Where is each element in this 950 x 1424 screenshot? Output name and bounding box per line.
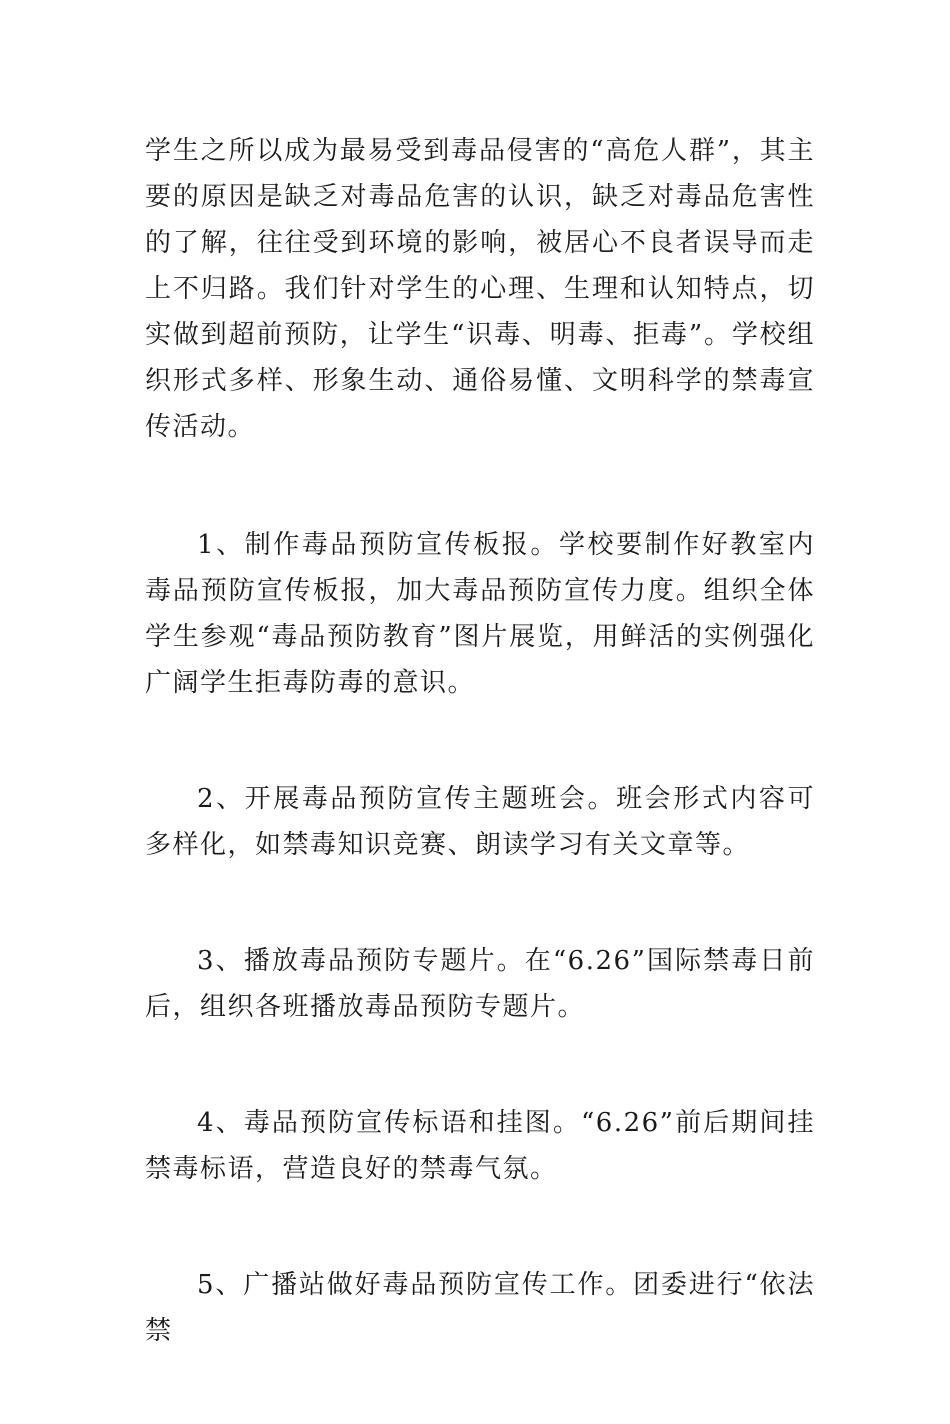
item-5-paragraph: 5、广播站做好毒品预防宣传工作。团委进行“依法禁 <box>145 1270 815 1346</box>
item-3-paragraph: 3、播放毒品预防专题片。在“6.26”国际禁毒日前后，组织各班播放毒品预防专题片。 <box>145 946 815 1022</box>
intro-paragraph: 学生之所以成为最易受到毒品侵害的“高危人群”，其主要的原因是缺乏对毒品危害的认识，缺乏对毒品危害性的了解，往往受到环境的影响，被居心不良者误导而走上不归路。我们针对学生的心理、生理和认知特点，切实做到超前预防，让学生“识毒、明毒、拒毒”。学校组织形式多样、形象生动、通俗易懂、文明科学的禁毒宣传活动。 <box>145 136 815 442</box>
item-1-paragraph: 1、制作毒品预防宣传板报。学校要制作好教室内毒品预防宣传板报，加大毒品预防宣传力度。组织全体学生参观“毒品预防教育”图片展览，用鲜活的实例强化广阔学生拒毒防毒的意识。 <box>145 530 815 698</box>
document-body <box>145 128 815 1424</box>
item-4-paragraph: 4、毒品预防宣传标语和挂图。“6.26”前后期间挂禁毒标语，营造良好的禁毒气氛。 <box>145 1108 815 1184</box>
item-2-paragraph: 2、开展毒品预防宣传主题班会。班会形式内容可多样化，如禁毒知识竞赛、朗读学习有关文章等。 <box>145 784 815 860</box>
